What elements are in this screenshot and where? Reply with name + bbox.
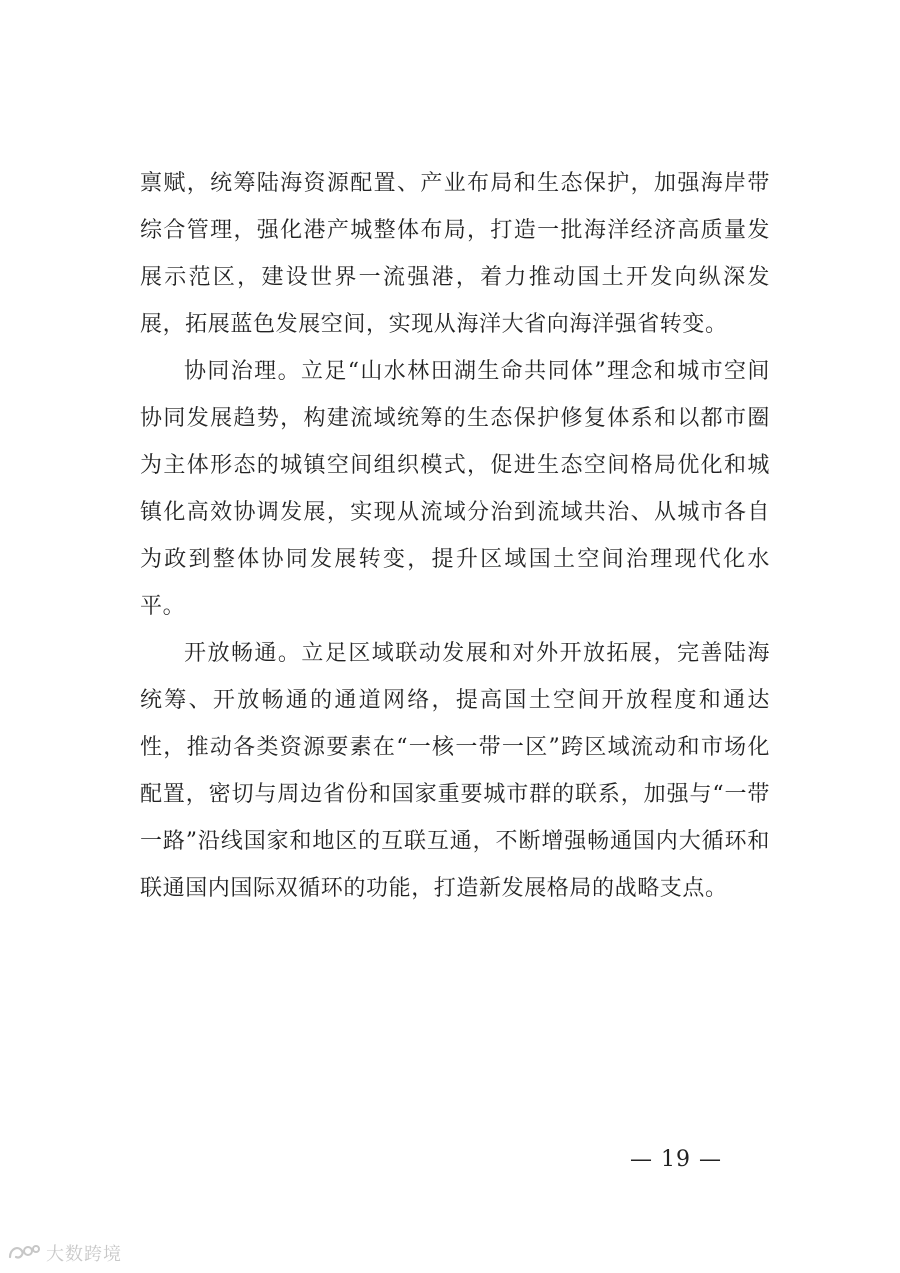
paragraph-2-text: 立足“山水林田湖生命共同体”理念和城市空间协同发展趋势，构建流域统筹的生态保护修复体系和以都市圈为主体形态的城镇空间组织模式，促进生态空间格局优化和城镇化高效协调发展，实现从流域分治到流域共治、从城市各自为政到整体协同发展转变，提升区域国土空间治理现代化水平。 [140, 359, 770, 619]
body-text [140, 160, 770, 912]
watermark-logo-icon [6, 1241, 40, 1265]
paragraph-continuation [140, 160, 770, 348]
paragraph-3-text: 立足区域联动发展和对外开放拓展，完善陆海统筹、开放畅通的通道网络，提高国土空间开放程度和通达性，推动各类资源要素在“一核一带一区”跨区域流动和市场化配置，密切与周边省份和国家重要城市群的联系，加强与“一带一路”沿线国家和地区的互联互通，不断增强畅通国内大循环和联通国内国际双循环的功能，打造新发展格局的战略支点。 [140, 641, 770, 901]
watermark-text: 大数跨境 [46, 1244, 122, 1265]
paragraph-3-lead: 开放畅通。 [184, 641, 302, 666]
paragraph-open-connectivity [140, 630, 770, 912]
paragraph-coordinated-governance [140, 348, 770, 630]
watermark [6, 1238, 122, 1268]
page-number: — 19 — [630, 1147, 722, 1172]
paragraph-1-text: 禀赋，统筹陆海资源配置、产业布局和生态保护，加强海岸带综合管理，强化港产城整体布局，打造一批海洋经济高质量发展示范区，建设世界一流强港，着力推动国土开发向纵深发展，拓展蓝色发展空间，实现从海洋大省向海洋强省转变。 [140, 171, 770, 337]
paragraph-2-lead: 协同治理。 [184, 359, 301, 384]
